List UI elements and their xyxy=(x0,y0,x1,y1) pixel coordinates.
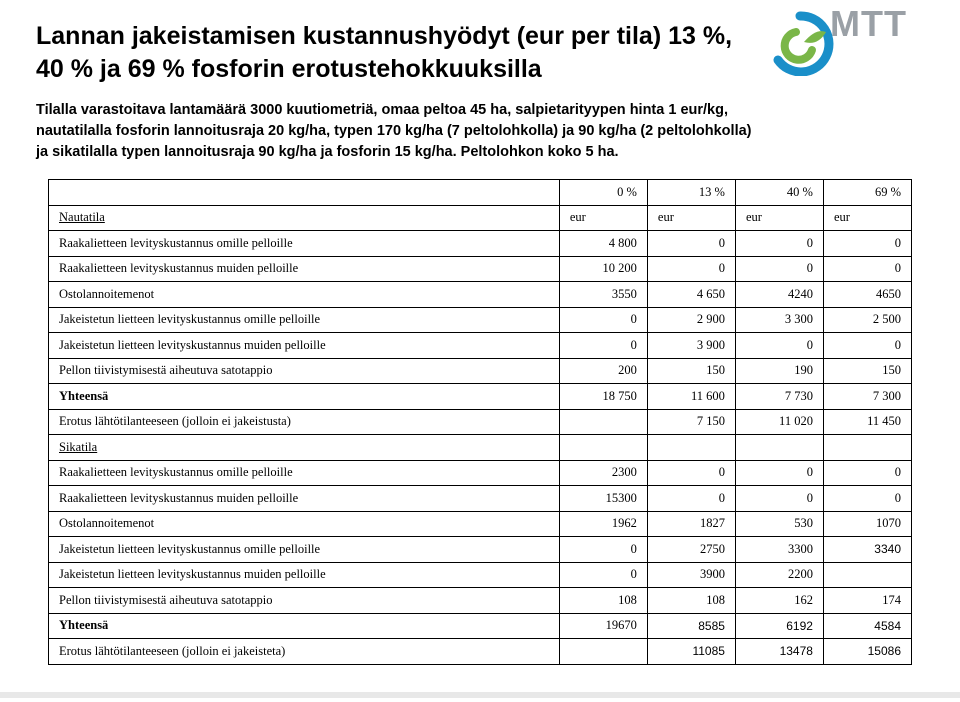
section-row-sika xyxy=(49,435,912,461)
row-label: Raakalietteen levityskustannus muiden pelloille xyxy=(49,486,560,512)
value-cell: 2200 xyxy=(735,562,823,588)
empty-cell xyxy=(559,435,647,461)
table-row xyxy=(49,486,912,512)
value-cell: 4 800 xyxy=(559,231,647,257)
value-cell: 108 xyxy=(647,588,735,614)
value-cell: 10 200 xyxy=(559,256,647,282)
value-cell: 3900 xyxy=(647,562,735,588)
header-13pct: 13 % xyxy=(647,180,735,206)
section-label-nauta: Nautatila xyxy=(49,205,560,231)
value-cell: 0 xyxy=(559,537,647,563)
value-cell: 150 xyxy=(647,358,735,384)
difference-label: Erotus lähtötilanteeseen (jolloin ei jakeistusta) xyxy=(49,409,560,435)
section-row-nauta xyxy=(49,205,912,231)
difference-value xyxy=(559,639,647,665)
total-value: 18 750 xyxy=(559,384,647,410)
value-cell: 0 xyxy=(647,460,735,486)
value-cell: 3300 xyxy=(735,537,823,563)
value-cell: 3 300 xyxy=(735,307,823,333)
difference-value: 15086 xyxy=(823,639,911,665)
value-cell: 3550 xyxy=(559,282,647,308)
value-cell: 150 xyxy=(823,358,911,384)
value-cell: 0 xyxy=(823,231,911,257)
leaf-swirl-icon xyxy=(778,16,829,72)
value-cell: 200 xyxy=(559,358,647,384)
intro-line-2: nautatilalla fosforin lannoitusraja 20 kg/ha, typen 170 kg/ha (7 peltolohkolla) ja 90 kg/ha (2 peltolohkolla) xyxy=(36,123,752,139)
row-label: Jakeistetun lietteen levityskustannus muiden pelloille xyxy=(49,333,560,359)
value-cell: 0 xyxy=(823,256,911,282)
cost-table xyxy=(48,179,912,665)
value-cell: 0 xyxy=(735,256,823,282)
row-label: Ostolannoitemenot xyxy=(49,511,560,537)
difference-value: 11085 xyxy=(647,639,735,665)
value-cell: 0 xyxy=(735,460,823,486)
value-cell: 0 xyxy=(559,307,647,333)
value-cell: 1070 xyxy=(823,511,911,537)
value-cell: 174 xyxy=(823,588,911,614)
difference-value: 11 450 xyxy=(823,409,911,435)
value-cell: 530 xyxy=(735,511,823,537)
table-row xyxy=(49,537,912,563)
table-row xyxy=(49,307,912,333)
row-label: Pellon tiivistymisestä aiheutuva satotappio xyxy=(49,358,560,384)
value-cell: 0 xyxy=(735,231,823,257)
total-value: 7 300 xyxy=(823,384,911,410)
section-label-sika: Sikatila xyxy=(49,435,560,461)
value-cell: 3340 xyxy=(823,537,911,563)
total-row-sika xyxy=(49,613,912,639)
empty-cell xyxy=(735,435,823,461)
value-cell: 1827 xyxy=(647,511,735,537)
unit-cell: eur xyxy=(647,205,735,231)
value-cell: 0 xyxy=(823,486,911,512)
header-40pct: 40 % xyxy=(735,180,823,206)
table-row xyxy=(49,562,912,588)
value-cell: 0 xyxy=(647,231,735,257)
footer-divider xyxy=(0,692,960,698)
row-label: Raakalietteen levityskustannus omille pelloille xyxy=(49,231,560,257)
row-label: Jakeistetun lietteen levityskustannus omille pelloille xyxy=(49,307,560,333)
value-cell: 2 500 xyxy=(823,307,911,333)
total-value: 11 600 xyxy=(647,384,735,410)
unit-cell: eur xyxy=(559,205,647,231)
table-row xyxy=(49,511,912,537)
table-row xyxy=(49,460,912,486)
header-empty-cell xyxy=(49,180,560,206)
title-line-1: Lannan jakeistamisen kustannushyödyt (eur per tila) 13 %, xyxy=(36,22,733,50)
difference-value: 7 150 xyxy=(647,409,735,435)
value-cell xyxy=(823,562,911,588)
unit-cell: eur xyxy=(823,205,911,231)
header-69pct: 69 % xyxy=(823,180,911,206)
intro-text xyxy=(36,100,936,163)
total-value: 7 730 xyxy=(735,384,823,410)
row-label: Ostolannoitemenot xyxy=(49,282,560,308)
value-cell: 2300 xyxy=(559,460,647,486)
difference-value: 11 020 xyxy=(735,409,823,435)
header-0pct: 0 % xyxy=(559,180,647,206)
empty-cell xyxy=(647,435,735,461)
table-row xyxy=(49,282,912,308)
value-cell: 0 xyxy=(559,333,647,359)
value-cell: 4 650 xyxy=(647,282,735,308)
value-cell: 0 xyxy=(823,333,911,359)
value-cell: 0 xyxy=(647,486,735,512)
difference-row-nauta xyxy=(49,409,912,435)
table-row xyxy=(49,333,912,359)
difference-value xyxy=(559,409,647,435)
value-cell: 0 xyxy=(559,562,647,588)
value-cell: 190 xyxy=(735,358,823,384)
total-value: 19670 xyxy=(559,613,647,639)
value-cell: 0 xyxy=(647,256,735,282)
total-value: 8585 xyxy=(647,613,735,639)
row-label: Jakeistetun lietteen levityskustannus muiden pelloille xyxy=(49,562,560,588)
value-cell: 108 xyxy=(559,588,647,614)
total-value: 4584 xyxy=(823,613,911,639)
empty-cell xyxy=(823,435,911,461)
row-label: Jakeistetun lietteen levityskustannus omille pelloille xyxy=(49,537,560,563)
total-label: Yhteensä xyxy=(49,613,560,639)
total-row-nauta xyxy=(49,384,912,410)
table-row xyxy=(49,588,912,614)
slide-title xyxy=(36,20,796,86)
difference-label: Erotus lähtötilanteeseen (jolloin ei jakeisteta) xyxy=(49,639,560,665)
value-cell: 2 900 xyxy=(647,307,735,333)
total-value: 6192 xyxy=(735,613,823,639)
value-cell: 4240 xyxy=(735,282,823,308)
value-cell: 0 xyxy=(735,486,823,512)
table-row xyxy=(49,256,912,282)
row-label: Pellon tiivistymisestä aiheutuva satotappio xyxy=(49,588,560,614)
row-label: Raakalietteen levityskustannus omille pelloille xyxy=(49,460,560,486)
value-cell: 4650 xyxy=(823,282,911,308)
value-cell: 15300 xyxy=(559,486,647,512)
value-cell: 162 xyxy=(735,588,823,614)
table-row xyxy=(49,231,912,257)
difference-row-sika xyxy=(49,639,912,665)
value-cell: 0 xyxy=(735,333,823,359)
value-cell: 2750 xyxy=(647,537,735,563)
title-line-2: 40 % ja 69 % fosforin erotustehokkuuksilla xyxy=(36,55,542,83)
table-row xyxy=(49,358,912,384)
total-label: Yhteensä xyxy=(49,384,560,410)
unit-cell: eur xyxy=(735,205,823,231)
value-cell: 0 xyxy=(823,460,911,486)
mtt-logo-text: MTT xyxy=(830,3,907,44)
intro-line-1: Tilalla varastoitava lantamäärä 3000 kuutiometriä, omaa peltoa 45 ha, salpietarityypen hinta 1 eur/kg, xyxy=(36,102,728,118)
header-row xyxy=(49,180,912,206)
row-label: Raakalietteen levityskustannus muiden pelloille xyxy=(49,256,560,282)
intro-line-3: ja sikatilalla typen lannoitusraja 90 kg/ha ja fosforin 15 kg/ha. Peltolohkon koko 5 ha. xyxy=(36,144,619,160)
value-cell: 3 900 xyxy=(647,333,735,359)
difference-value: 13478 xyxy=(735,639,823,665)
value-cell: 1962 xyxy=(559,511,647,537)
